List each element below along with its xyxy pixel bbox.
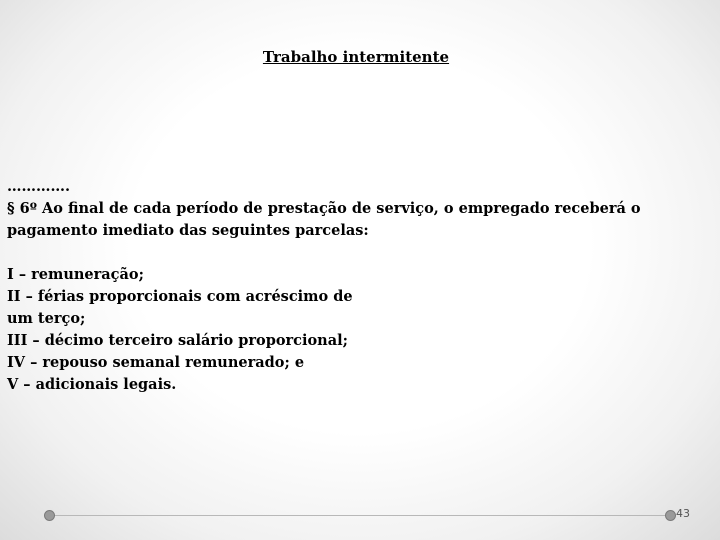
list-item: um terço; <box>7 310 86 327</box>
list-item: IV – repouso semanal remunerado; e <box>7 354 305 371</box>
list-item: I – remuneração; <box>7 266 144 283</box>
footer-divider <box>48 515 674 516</box>
list-item: V – adicionais legais. <box>7 376 177 393</box>
paragraph-line: § 6º Ao final de cada período de prestação de serviço, o empregado receberá o <box>7 200 641 217</box>
slide-title: Trabalho intermitente <box>262 48 450 66</box>
footer-dot-left <box>44 510 55 521</box>
footer-dot-right <box>665 510 676 521</box>
page-number: 43 <box>676 507 690 520</box>
parcelas-list <box>7 264 697 396</box>
ellipsis-line: …………. <box>7 178 71 195</box>
list-item: III – décimo terceiro salário proporcional; <box>7 332 348 349</box>
paragraph-line: pagamento imediato das seguintes parcelas: <box>7 222 369 239</box>
list-item: II – férias proporcionais com acréscimo de <box>7 288 353 305</box>
slide-content <box>7 176 697 396</box>
